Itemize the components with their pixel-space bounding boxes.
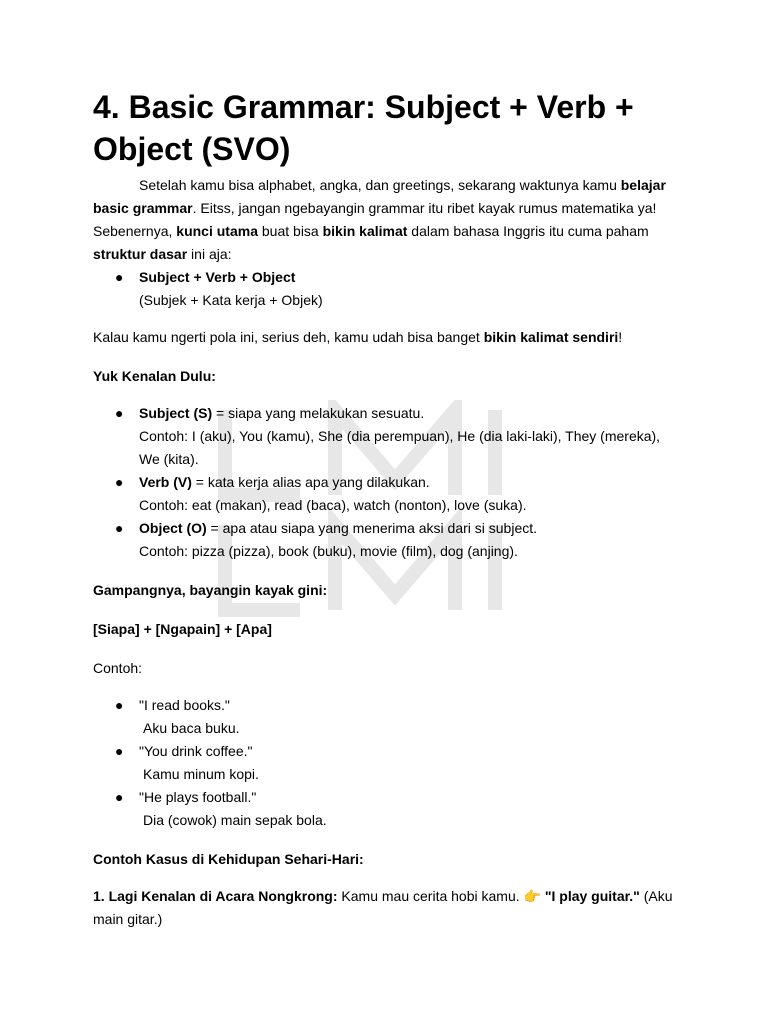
term-bold: Verb (V) (139, 474, 192, 490)
case-text: Kamu mau cerita hobi kamu. (337, 888, 524, 904)
case-quote: "I play guitar." (544, 888, 640, 904)
example-indonesian: Dia (cowok) main sepak bola. (143, 812, 327, 828)
heading-text: Gampangnya, bayangin kayak gini: (93, 582, 328, 598)
example-english: "I read books." (139, 697, 230, 713)
formula-bold: Subject + Verb + Object (139, 269, 296, 285)
paragraph-2 (93, 326, 678, 349)
examples-list (93, 694, 678, 832)
intro-bold: kunci utama (176, 223, 258, 239)
list-item (93, 266, 678, 312)
list-item (93, 786, 678, 832)
bullet-icon: ● (115, 405, 124, 421)
bullet-icon: ● (115, 474, 124, 490)
section-heading (93, 365, 678, 388)
list-item (93, 740, 678, 786)
pattern-text: [Siapa] + [Ngapain] + [Apa] (93, 621, 272, 637)
case-text: (Aku main gitar.) (93, 888, 673, 927)
term-definition: = apa atau siapa yang menerima aksi dari si subject. (206, 520, 538, 536)
parts-list (93, 402, 678, 563)
bullet-icon: ● (115, 697, 124, 713)
case-paragraph (93, 885, 678, 931)
formula-sub: (Subjek + Kata kerja + Objek) (139, 292, 323, 308)
example-indonesian: Kamu minum kopi. (143, 766, 259, 782)
term-bold: Object (O) (139, 520, 207, 536)
example-english: "You drink coffee." (139, 743, 253, 759)
section-heading (93, 848, 678, 871)
example-indonesian: Aku baca buku. (143, 720, 240, 736)
intro-bold: belajar basic grammar (93, 177, 666, 216)
intro-text: . Eitss, jangan ngebayangin grammar itu ribet kayak rumus matematika ya! Sebenernya, (93, 200, 657, 239)
intro-bold: bikin kalimat (322, 223, 408, 239)
term-bold: Subject (S) (139, 405, 213, 421)
term-definition: = kata kerja alias apa yang dilakukan. (191, 474, 430, 490)
intro-paragraph (93, 174, 678, 266)
pointing-hand-icon: 👉 (523, 888, 541, 904)
section-heading (93, 579, 678, 602)
term-example: Contoh: pizza (pizza), book (buku), movie (film), dog (anjing). (139, 543, 518, 559)
intro-bold: struktur dasar (93, 246, 188, 262)
intro-text: dalam bahasa Inggris itu cuma paham (407, 223, 649, 239)
list-item (93, 402, 678, 471)
pattern-line (93, 618, 678, 641)
example-english: "He plays football." (139, 789, 257, 805)
contoh-label: Contoh: (93, 660, 143, 676)
list-item (93, 694, 678, 740)
page-title: 4. Basic Grammar: Subject + Verb + Object (SVO) (93, 89, 634, 167)
intro-text: buat bisa (258, 223, 323, 239)
formula-list (93, 266, 678, 312)
para-text: Kalau kamu ngerti pola ini, serius deh, kamu udah bisa banget (93, 329, 484, 345)
case-title: 1. Lagi Kenalan di Acara Nongkrong: (93, 888, 338, 904)
bullet-icon: ● (115, 789, 124, 805)
list-item (93, 471, 678, 517)
bullet-icon: ● (115, 743, 124, 759)
list-item (93, 517, 678, 563)
para-text: ! (618, 329, 623, 345)
heading-text: Yuk Kenalan Dulu: (93, 368, 216, 384)
para-bold: bikin kalimat sendiri (483, 329, 619, 345)
intro-text: Setelah kamu bisa alphabet, angka, dan greetings, sekarang waktunya kamu (139, 177, 621, 193)
heading-text: Contoh Kasus di Kehidupan Sehari-Hari: (93, 851, 364, 867)
term-example: Contoh: eat (makan), read (baca), watch (nonton), love (suka). (139, 497, 527, 513)
bullet-icon: ● (115, 520, 124, 536)
term-example: Contoh: I (aku), You (kamu), She (dia perempuan), He (dia laki-laki), They (mereka), We (kita). (139, 428, 661, 467)
intro-text: ini aja: (187, 246, 232, 262)
term-definition: = siapa yang melakukan sesuatu. (212, 405, 425, 421)
bullet-icon: ● (115, 269, 124, 285)
